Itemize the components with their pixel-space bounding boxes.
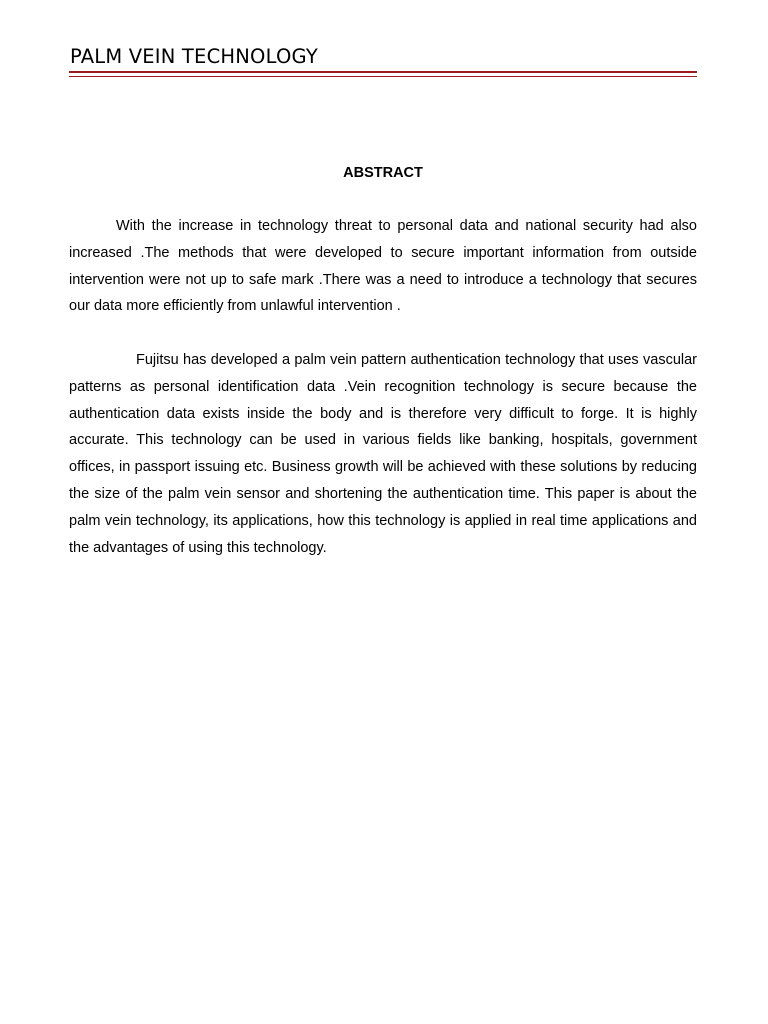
header-rule-thin	[69, 76, 697, 77]
abstract-heading: ABSTRACT	[343, 165, 423, 181]
header-rule-thick	[69, 71, 697, 73]
abstract-paragraph-2: Fujitsu has developed a palm vein pattern authentication technology that uses vascular patterns as personal identification data .Vein recognition technology is secure because the authentication data exists inside the body and is therefore very difficult to forge. It is highly accurate. This technology can be used in various fields like banking, hospitals, government offices, in passport issuing etc. Business growth will be achieved with these solutions by reducing the size of the palm vein sensor and shortening the authentication time. This paper is about the palm vein technology, its applications, how this technology is applied in real time applications and the advantages of using this technology.	[69, 352, 697, 556]
abstract-paragraph-1: With the increase in technology threat to personal data and national security had also increased .The methods that were developed to secure important information from outside intervention were not up to safe mark .There was a need to introduce a technology that secures our data more efficiently from unlawful intervention .	[69, 218, 697, 315]
running-header-title: PALM VEIN TECHNOLOGY	[70, 45, 318, 68]
